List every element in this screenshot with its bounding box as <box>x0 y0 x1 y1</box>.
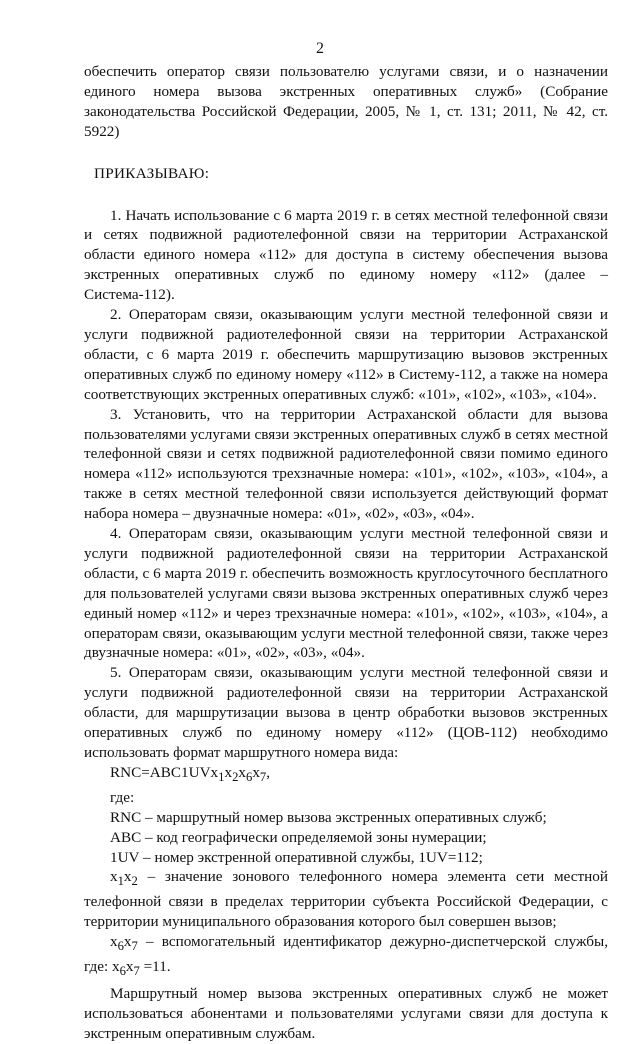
item-2: 2. Операторам связи, оказывающим услуги местной телефонной связи и услуги подвижной радиотелефонной связи на территории Астраханской области, с 6 марта 2019 г. обеспечить маршрутизацию вызовов экстренных оперативных служб по единому номеру «112» в Систему-112, а также на номера соответствующих экстренных оперативных служб: «101», «102», «103», «104». <box>84 306 608 403</box>
x12-sub-1: 1 <box>117 874 124 889</box>
definition-x6x7 <box>84 932 608 982</box>
order-heading: ПРИКАЗЫВАЮ: <box>94 164 210 182</box>
format-x-6: x <box>238 763 246 781</box>
x12-x1: x <box>110 868 118 886</box>
routing-number-format <box>84 763 608 788</box>
item-1: 1. Начать использование с 6 марта 2019 г. в сетях местной телефонной связи и сетях подвижной радиотелефонной связи на территории Астраханской области единого номера «112» для доступа в систему обеспечения вызова экстренных оперативных служб по единому номеру «112» (далее – Система-112). <box>84 206 608 304</box>
definition-x1x2 <box>84 867 608 932</box>
x12-x2: x <box>123 868 132 886</box>
format-sub-7: 7 <box>259 769 267 784</box>
item-3: 3. Установить, что на территории Астраханской области для вызова пользователями услугами связи экстренных оперативных служб в сетях местной телефонной связи и сетях подвижной радиотелефонной связи помимо единого номера «112» используются трехзначные номера: «101», «102», «103», «104», а также в сетях местной телефонной связи используется действующий формат набора номера – двузначные номера: «01», «02», «03», «04». <box>84 405 608 523</box>
item-4: 4. Операторам связи, оказывающим услуги местной телефонной связи и услуги подвижной радиотелефонной связи на территории Астраханской области, с 6 марта 2019 г. обеспечить возможность круглосуточного бесплатного для пользователей услугами связи вызова экстренных оперативных служб через единый номер «112» и через трехзначные номера: «101», «102», «103», «104», а операторам связи, оказывающим услуги местной телефонной связи, также через двузначные номера: «01», «02», «03», «04». <box>84 525 608 662</box>
format-end: , <box>266 763 271 781</box>
definition-abc: ABC – код географически определяемой зоны нумерации; <box>110 828 487 846</box>
format-x-7: x <box>252 763 260 781</box>
format-sub-1: 1 <box>218 769 225 784</box>
x67-sub-6: 6 <box>117 939 124 954</box>
x67-value: =11. <box>139 958 171 976</box>
x67-x6-value: x <box>111 958 120 976</box>
x67-x7-value: x <box>125 958 134 976</box>
format-sub-2: 2 <box>232 769 239 784</box>
x67-x6: x <box>110 933 118 951</box>
x67-text: – вспомогательный идентификатор дежурно-диспетчерской службы, где: <box>84 933 608 976</box>
closing-paragraph: Маршрутный номер вызова экстренных оперативных служб не может использоваться абонентами и пользователями услугами связи для доступа к экстренным оперативным службам. <box>84 985 608 1042</box>
where-label: где: <box>110 788 135 806</box>
item-5: 5. Операторам связи, оказывающим услуги местной телефонной связи и услуги подвижной радиотелефонной связи на территории Астраханской области, для маршрутизации вызова в центр обработки вызовов экстренных оперативных служб по единому номеру «112» (ЦОВ-112) необходимо использовать формат маршрутного номера вида: <box>84 664 608 761</box>
x12-text: – значение зонового телефонного номера элемента сети местной телефонной связи в пределах территории субъекта Российской Федерации, с территории муниципального образования которого был совершен вызов; <box>84 868 608 931</box>
x67-sub-7-value: 7 <box>133 964 140 979</box>
definition-rnc: RNC – маршрутный номер вызова экстренных оперативных служб; <box>110 808 547 826</box>
x67-sub-7: 7 <box>131 939 138 954</box>
x67-sub-6-value: 6 <box>119 964 126 979</box>
intro-paragraph: обеспечить оператор связи пользователю услугами связи, и о назначении единого номера вызова экстренных оперативных служб» (Собрание законодательства Российской Федерации, 2005, № 1, ст. 131; 2011, № 42, ст. 5922) <box>84 63 608 140</box>
page-number: 2 <box>316 40 324 57</box>
definition-1uv: 1UV – номер экстренной оперативной службы, 1UV=112; <box>110 848 483 866</box>
format-sub-6: 6 <box>246 769 253 784</box>
x67-x7: x <box>123 933 132 951</box>
format-prefix: RNC=ABC1UVx <box>110 763 219 781</box>
x12-sub-2: 2 <box>131 874 138 889</box>
document-body <box>84 62 608 1044</box>
format-x-2: x <box>224 763 233 781</box>
